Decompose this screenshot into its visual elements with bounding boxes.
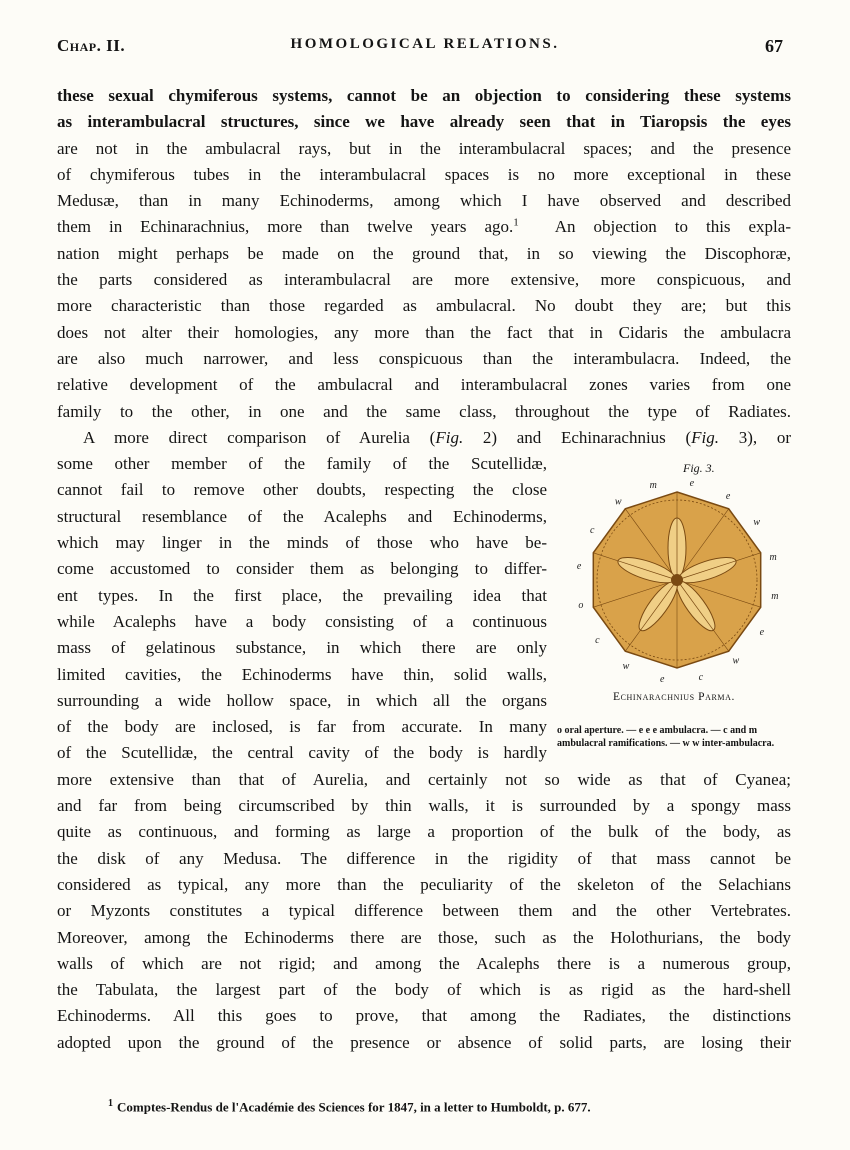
text-line: which may linger in the minds of those who have be- — [57, 533, 547, 553]
text-line: considered as typical, any more than the peculiarity of the skeleton of the Selachians — [57, 874, 791, 894]
figure-caption: o oral aperture. — e e e ambulacra. — c and m ambulacral ramifications. — w w inter-ambulacra. — [557, 725, 775, 749]
text-segment: 3), or — [719, 427, 792, 447]
figure-letter: w — [622, 660, 630, 672]
text-line: cannot fail to remove other doubts, respecting the close — [57, 480, 547, 500]
text-line: of chymiferous tubes in the interambulacral spaces is no more exceptional in these — [57, 164, 791, 184]
text-line: and far from being circumscribed by thin walls, it is surrounded by a spongy mass — [57, 796, 791, 816]
figure-letter: e — [659, 673, 665, 685]
text-line: the disk of any Medusa. The difference in the rigidity of that mass cannot be — [57, 848, 791, 868]
figure-letter: c — [698, 672, 704, 684]
running-title: HOMOLOGICAL RELATIONS. — [290, 36, 560, 52]
figure-letter: m — [769, 552, 777, 564]
text-segment: An objection to this expla- — [554, 217, 791, 237]
text-segment: 2) and Echinarachnius ( — [463, 427, 692, 447]
figure-letter: e — [759, 627, 765, 639]
figure-letter: o — [578, 599, 584, 611]
text-line: the parts considered as interambulacral are more extensive, more conspicuous, and — [57, 270, 791, 290]
echinarachnius-illustration — [560, 480, 792, 686]
text-line: these sexual chymiferous systems, cannot be an objection to considering these systems — [57, 86, 791, 105]
footnote — [108, 1098, 591, 1115]
footnote-number: 1 — [108, 1098, 113, 1109]
text-line-with-footnote — [57, 214, 791, 240]
text-line: of the Scutellidæ, the central cavity of the body is hardly — [57, 743, 547, 763]
text-line: as interambulacral structures, since we have already seen that in Tiaropsis the eyes — [57, 112, 791, 132]
text-line: family to the other, in one and the same class, throughout the type of Radiates. — [57, 401, 791, 421]
text-line: are not in the ambulacral rays, but in the interambulacral spaces; and the presence — [57, 138, 791, 158]
fig-ref: Fig. — [691, 427, 720, 447]
text-line: mass of gelatinous substance, in which there are only — [57, 638, 547, 658]
figure-letter: e — [689, 480, 695, 490]
text-line: limited cavities, the Echinoderms have thin, solid walls, — [57, 664, 547, 684]
text-line: structural resemblance of the Acalephs and Echinoderms, — [57, 506, 547, 526]
text-segment: them in Echinarachnius, more than twelve years ago. — [57, 217, 514, 237]
figure-letter: e — [725, 491, 731, 503]
text-line: surrounding a wide hollow space, in which all the organs — [57, 690, 547, 710]
text-line: nation might perhaps be made on the ground that, in so viewing the Discophoræ, — [57, 243, 791, 263]
text-line: relative development of the ambulacral and interambulacral zones varies from one — [57, 375, 791, 395]
figure-title: Echinarachnius Parma. — [612, 691, 735, 703]
text-line: ent types. In the first place, the prevailing idea that — [57, 585, 547, 605]
text-line: adopted upon the ground of the presence or absence of solid parts, are losing their — [57, 1032, 791, 1052]
text-line: more extensive than that of Aurelia, and certainly not so wide as that of Cyanea; — [57, 769, 791, 789]
sand-dollar-figure — [560, 480, 792, 686]
figure-label: Fig. 3. — [683, 461, 715, 475]
text-line: come accustomed to consider them as belonging to differ- — [57, 559, 547, 579]
text-segment: A more direct comparison of Aurelia ( — [83, 427, 436, 447]
footnote-text: Comptes-Rendus de l'Académie des Sciences for 1847, in a letter to Humboldt, p. 677. — [117, 1099, 591, 1115]
text-line: Echinoderms. All this goes to prove, that among the Radiates, the distinctions — [57, 1006, 791, 1026]
figure-letter: c — [589, 524, 595, 536]
figure-letter: w — [753, 517, 761, 529]
paragraph-first-line — [57, 425, 791, 451]
figure-letter: e — [576, 561, 582, 573]
fig-ref: Fig. — [435, 427, 464, 447]
text-line: or Myzonts constitutes a typical difference between them and the other Vertebrates. — [57, 901, 791, 921]
figure-letter: w — [732, 655, 740, 667]
figure-letter: m — [649, 480, 657, 491]
text-line: the Tabulata, the largest part of the body of which is as rigid as the hard-shell — [57, 980, 791, 1000]
text-line: more characteristic than those regarded as ambulacral. No doubt they are; but this — [57, 296, 791, 316]
text-line: Moreover, among the Echinoderms there are those, such as the Holothurians, the body — [57, 927, 791, 947]
text-line: some other member of the family of the Scutellidæ, — [57, 454, 547, 474]
figure-letter: c — [595, 634, 600, 646]
footnote-marker: 1 — [513, 216, 519, 229]
text-line: does not alter their homologies, any more than the fact that in Cidaris the ambulacra — [57, 322, 791, 342]
page-number: 67 — [765, 36, 783, 56]
text-line: while Acalephs have a body consisting of a continuous — [57, 611, 547, 631]
figure-letter: m — [771, 590, 779, 602]
text-line: of the body are inclosed, is far from accurate. In many — [57, 717, 547, 737]
text-line: Medusæ, than in many Echinoderms, among which I have observed and described — [57, 191, 791, 211]
oral-aperture — [671, 574, 683, 586]
text-line: quite as continuous, and forming as large a proportion of the bulk of the body, as — [57, 822, 791, 842]
figure-letter: w — [614, 496, 622, 508]
text-line: walls of which are not rigid; and among the Acalephs there is a numerous group, — [57, 953, 791, 973]
chapter-header: Chap. II. — [57, 36, 126, 55]
text-line: are also much narrower, and less conspicuous than the interambulacra. Indeed, the — [57, 348, 791, 368]
